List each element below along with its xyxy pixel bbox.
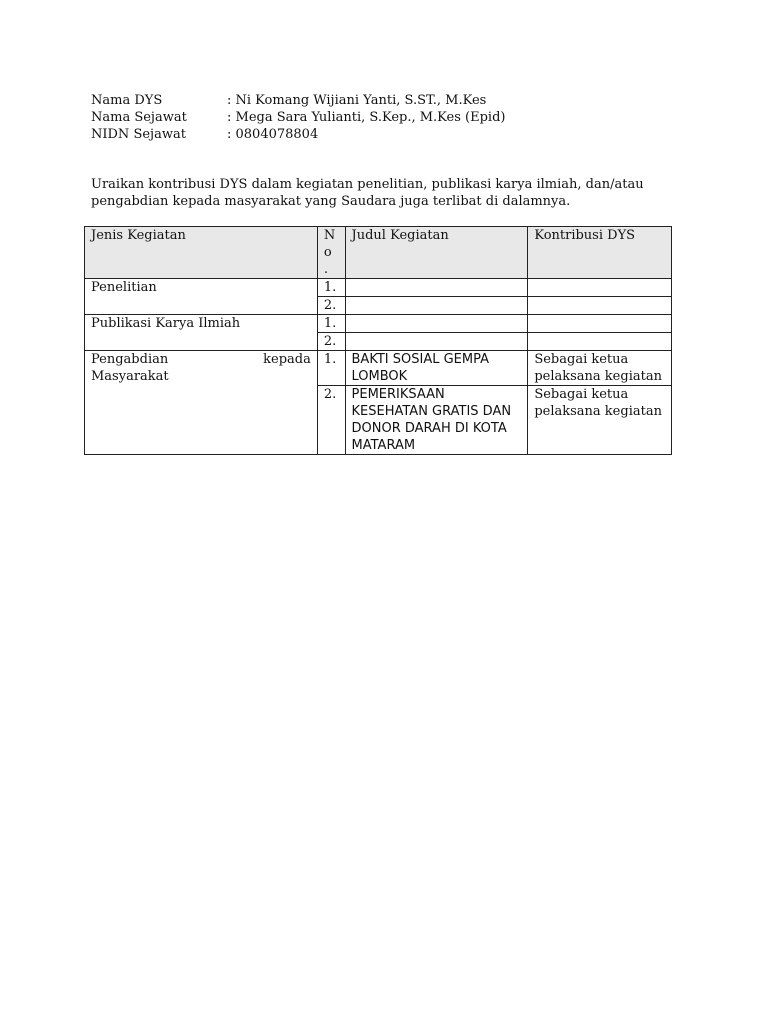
header-jenis-kegiatan: Jenis Kegiatan [85, 227, 318, 279]
pengabdian-title-line2: Masyarakat [91, 369, 169, 384]
header-kontribusi-dys: Kontribusi DYS [528, 227, 672, 279]
identity-row-nama-dys [91, 92, 505, 109]
activities-table [84, 226, 672, 455]
pengabdian-word1: Pengabdian [91, 352, 169, 367]
cell-jenis-penelitian: Penelitian [85, 279, 318, 315]
pengabdian-word2: kepada [263, 352, 311, 367]
identity-label: Nama Sejawat [91, 110, 187, 125]
table-header-row [85, 227, 672, 279]
identity-value: : Mega Sara Yulianti, S.Kep., M.Kes (Epid) [227, 110, 506, 125]
cell-judul [345, 297, 528, 315]
cell-jenis-publikasi: Publikasi Karya Ilmiah [85, 315, 318, 351]
cell-no: 2. [317, 333, 345, 351]
identity-row-nidn-sejawat [91, 126, 505, 143]
cell-kontribusi: Sebagai ketua pelaksana kegiatan [528, 386, 672, 455]
table-row [85, 351, 672, 386]
pengabdian-title-line1 [91, 351, 311, 368]
identity-value: : Ni Komang Wijiani Yanti, S.ST., M.Kes [227, 93, 487, 108]
cell-kontribusi [528, 315, 672, 333]
identity-row-nama-sejawat [91, 109, 505, 126]
cell-no: 1. [317, 315, 345, 333]
header-judul-kegiatan: Judul Kegiatan [345, 227, 528, 279]
cell-judul [345, 333, 528, 351]
identity-block [91, 92, 505, 143]
header-no: No . [317, 227, 345, 279]
identity-label: NIDN Sejawat [91, 127, 186, 142]
identity-value: : 0804078804 [227, 127, 319, 142]
cell-judul [345, 315, 528, 333]
identity-label: Nama DYS [91, 93, 163, 108]
cell-kontribusi [528, 279, 672, 297]
cell-kontribusi [528, 333, 672, 351]
cell-judul [345, 279, 528, 297]
instruction-paragraph: Uraikan kontribusi DYS dalam kegiatan penelitian, publikasi karya ilmiah, dan/atau pengabdian kepada masyarakat yang Saudara juga terlibat di dalamnya. [91, 177, 644, 209]
cell-no: 2. [317, 297, 345, 315]
cell-jenis-pengabdian [85, 351, 318, 455]
table-row [85, 315, 672, 333]
cell-no: 1. [317, 351, 345, 386]
cell-no: 2. [317, 386, 345, 455]
cell-no: 1. [317, 279, 345, 297]
cell-judul: BAKTI SOSIAL GEMPA LOMBOK [345, 351, 528, 386]
cell-judul: PEMERIKSAAN KESEHATAN GRATIS DAN DONOR DARAH DI KOTA MATARAM [345, 386, 528, 455]
cell-kontribusi [528, 297, 672, 315]
cell-kontribusi: Sebagai ketua pelaksana kegiatan [528, 351, 672, 386]
table-row [85, 279, 672, 297]
